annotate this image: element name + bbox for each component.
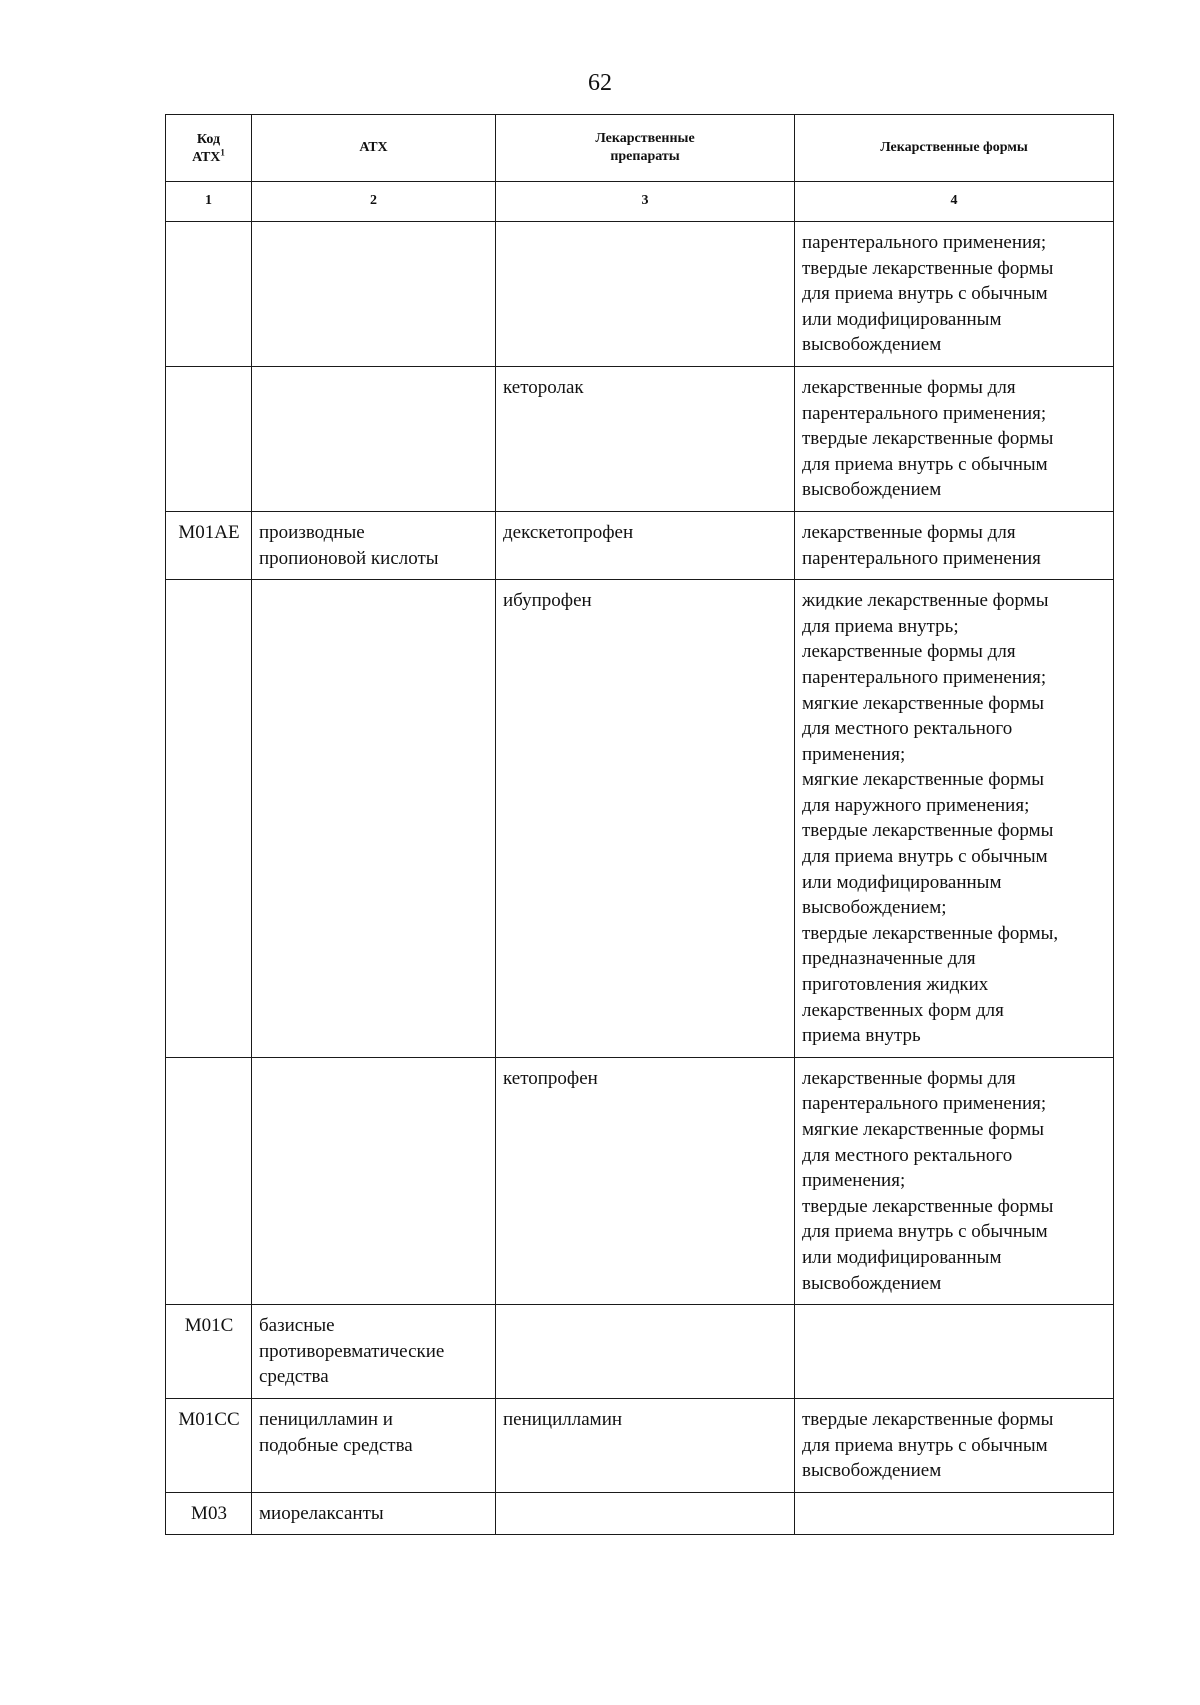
cell-forms: жидкие лекарственные формы для приема внутрь; лекарственные формы для парентерального применения; мягкие лекарственные формы для местного ректального применения; мягкие лекарственные формы для наружного применения; твердые лекарственные формы для приема внутрь с обычным или модифицированным высвобождением; твердые лекарственные формы, предназначенные для приготовления жидких лекарственных форм для приема внутрь bbox=[795, 580, 1114, 1058]
page-number: 62 bbox=[588, 70, 612, 96]
column-number: 1 bbox=[166, 182, 252, 222]
cell-forms: лекарственные формы для парентерального применения; мягкие лекарственные формы для местного ректального применения; твердые лекарственные формы для приема внутрь с обычным или модифицированным высвобождением bbox=[795, 1057, 1114, 1304]
cell-forms bbox=[795, 1492, 1114, 1535]
header-atx: АТХ bbox=[252, 115, 496, 182]
header-forms: Лекарственные формы bbox=[795, 115, 1114, 182]
cell-atx: производные пропионовой кислоты bbox=[252, 511, 496, 579]
cell-code bbox=[166, 1057, 252, 1304]
cell-forms: твердые лекарственные формы для приема внутрь с обычным высвобождением bbox=[795, 1398, 1114, 1492]
cell-atx: миорелаксанты bbox=[252, 1492, 496, 1535]
cell-forms: лекарственные формы для парентерального применения bbox=[795, 511, 1114, 579]
cell-forms bbox=[795, 1305, 1114, 1399]
cell-forms: лекарственные формы для парентерального применения; твердые лекарственные формы для приема внутрь с обычным высвобождением bbox=[795, 366, 1114, 511]
column-numbers-row bbox=[166, 182, 1114, 222]
cell-code bbox=[166, 366, 252, 511]
header-code-footnote: 1 bbox=[220, 147, 225, 158]
drug-table bbox=[165, 114, 1114, 1535]
cell-atx bbox=[252, 222, 496, 367]
cell-code: M03 bbox=[166, 1492, 252, 1535]
header-drugs: Лекарственные препараты bbox=[496, 115, 795, 182]
cell-drug: кеторолак bbox=[496, 366, 795, 511]
header-row bbox=[166, 115, 1114, 182]
cell-drug bbox=[496, 1492, 795, 1535]
cell-atx bbox=[252, 580, 496, 1058]
cell-code bbox=[166, 580, 252, 1058]
cell-code: M01CC bbox=[166, 1398, 252, 1492]
column-number: 4 bbox=[795, 182, 1114, 222]
cell-drug: декскетопрофен bbox=[496, 511, 795, 579]
cell-forms: парентерального применения; твердые лекарственные формы для приема внутрь с обычным или модифицированным высвобождением bbox=[795, 222, 1114, 367]
table-row bbox=[166, 222, 1114, 367]
cell-atx: пеницилламин и подобные средства bbox=[252, 1398, 496, 1492]
table-row bbox=[166, 366, 1114, 511]
table-row bbox=[166, 1057, 1114, 1304]
cell-drug bbox=[496, 1305, 795, 1399]
cell-drug bbox=[496, 222, 795, 367]
cell-code bbox=[166, 222, 252, 367]
cell-drug: пеницилламин bbox=[496, 1398, 795, 1492]
table-row bbox=[166, 1305, 1114, 1399]
table-row bbox=[166, 1398, 1114, 1492]
cell-code: M01C bbox=[166, 1305, 252, 1399]
cell-atx bbox=[252, 1057, 496, 1304]
table-row bbox=[166, 1492, 1114, 1535]
column-number: 2 bbox=[252, 182, 496, 222]
cell-atx: базисные противоревматические средства bbox=[252, 1305, 496, 1399]
table-row bbox=[166, 580, 1114, 1058]
header-code bbox=[166, 115, 252, 182]
cell-atx bbox=[252, 366, 496, 511]
header-code-label: Код АТХ bbox=[192, 132, 221, 165]
table-row bbox=[166, 511, 1114, 579]
cell-code: M01AE bbox=[166, 511, 252, 579]
column-number: 3 bbox=[496, 182, 795, 222]
cell-drug: ибупрофен bbox=[496, 580, 795, 1058]
cell-drug: кетопрофен bbox=[496, 1057, 795, 1304]
